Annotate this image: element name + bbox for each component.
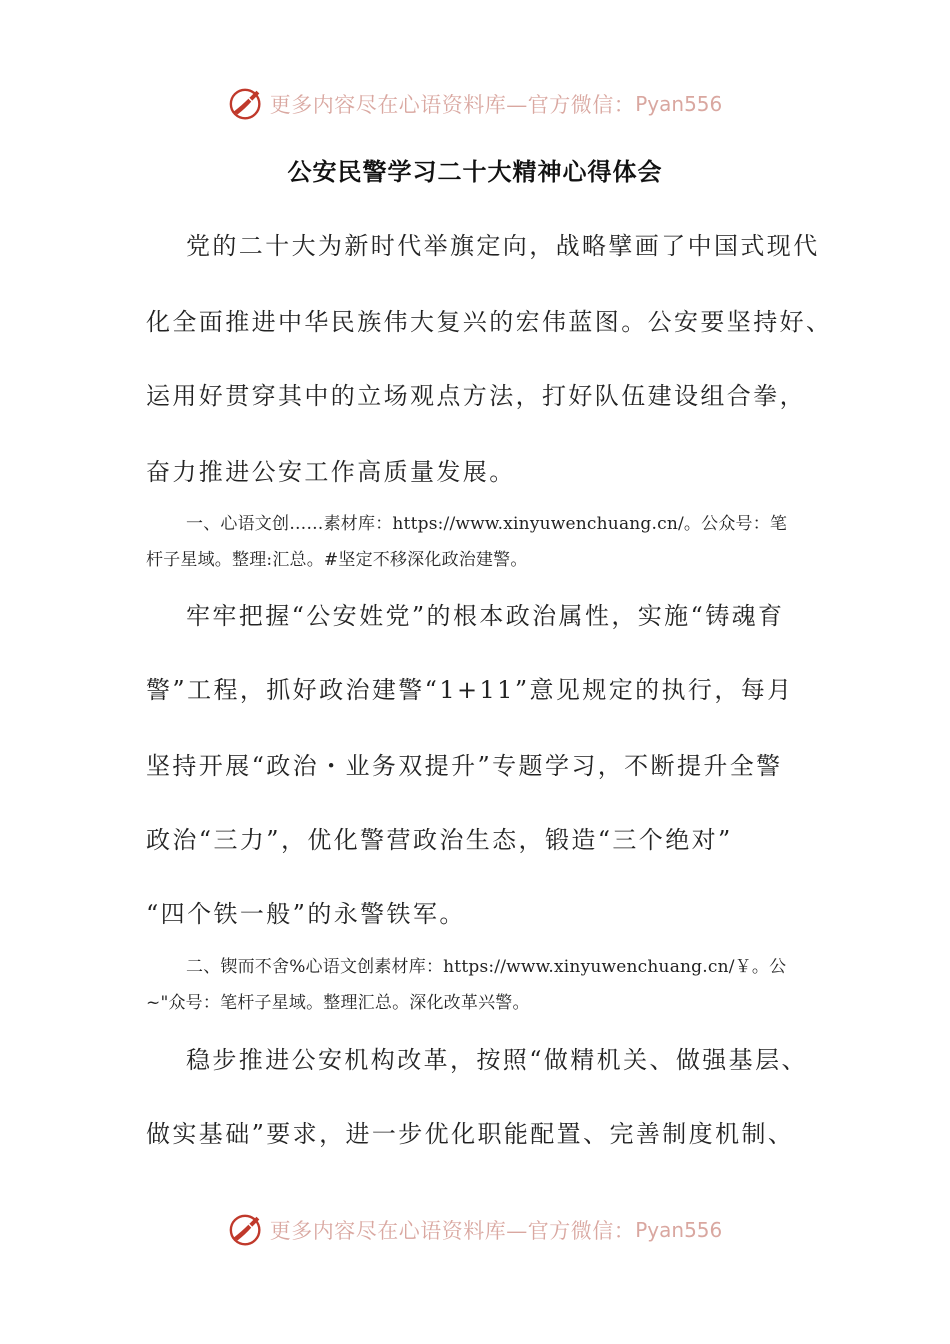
paragraph-line: “四个铁一般”的永警铁军。 [146, 900, 466, 928]
footer-banner [0, 1206, 950, 1254]
paragraph-line: 稳步推进公安机构改革，按照“做精机关、做强基层、 [186, 1046, 808, 1074]
paragraph-line: 警”工程，抓好政治建警“1+11”意见规定的执行，每月 [146, 676, 794, 704]
pen-logo-icon [228, 1211, 266, 1249]
banner-wechat-id: Pyan556 [635, 1218, 723, 1242]
paragraph-line: 坚持开展“政治・业务双提升”专题学习，不断提升全警 [146, 752, 783, 780]
paragraph-line: 化全面推进中华民族伟大复兴的宏伟蓝图。公安要坚持好、 [146, 308, 833, 336]
pen-logo-icon [228, 85, 266, 123]
banner-text: 更多内容尽在心语资料库—官方微信： [269, 93, 636, 117]
document-title: 公安民警学习二十大精神心得体会 [287, 157, 663, 186]
paragraph-line: 党的二十大为新时代举旗定向，战略擘画了中国式现代 [186, 232, 820, 260]
header-banner [0, 80, 950, 128]
section-heading-line: ~"众号：笔杆子星域。整理汇总。深化改革兴警。 [146, 993, 530, 1013]
banner-text: 更多内容尽在心语资料库—官方微信： [269, 1219, 636, 1243]
paragraph-line: 牢牢把握“公安姓党”的根本政治属性，实施“铸魂育 [186, 602, 785, 630]
paragraph-line: 做实基础”要求，进一步优化职能配置、完善制度机制、 [146, 1120, 795, 1148]
paragraph-line: 政治“三力”，优化警营政治生态，锻造“三个绝对” [146, 826, 733, 854]
section-heading-line: 杆子星域。整理:汇总。#坚定不移深化政治建警。 [146, 550, 528, 570]
banner-wechat-id: Pyan556 [635, 92, 723, 116]
paragraph-line: 运用好贯穿其中的立场观点方法，打好队伍建设组合拳， [146, 382, 806, 410]
section-heading-line: 一、心语文创……素材库：https://www.xinyuwenchuang.cn/。公众号：笔 [186, 514, 788, 534]
section-heading-line: 二、锲而不舍%心语文创素材库：https://www.xinyuwenchuang.cn/￥。公 [186, 957, 787, 977]
paragraph-line: 奋力推进公安工作高质量发展。 [146, 458, 516, 486]
